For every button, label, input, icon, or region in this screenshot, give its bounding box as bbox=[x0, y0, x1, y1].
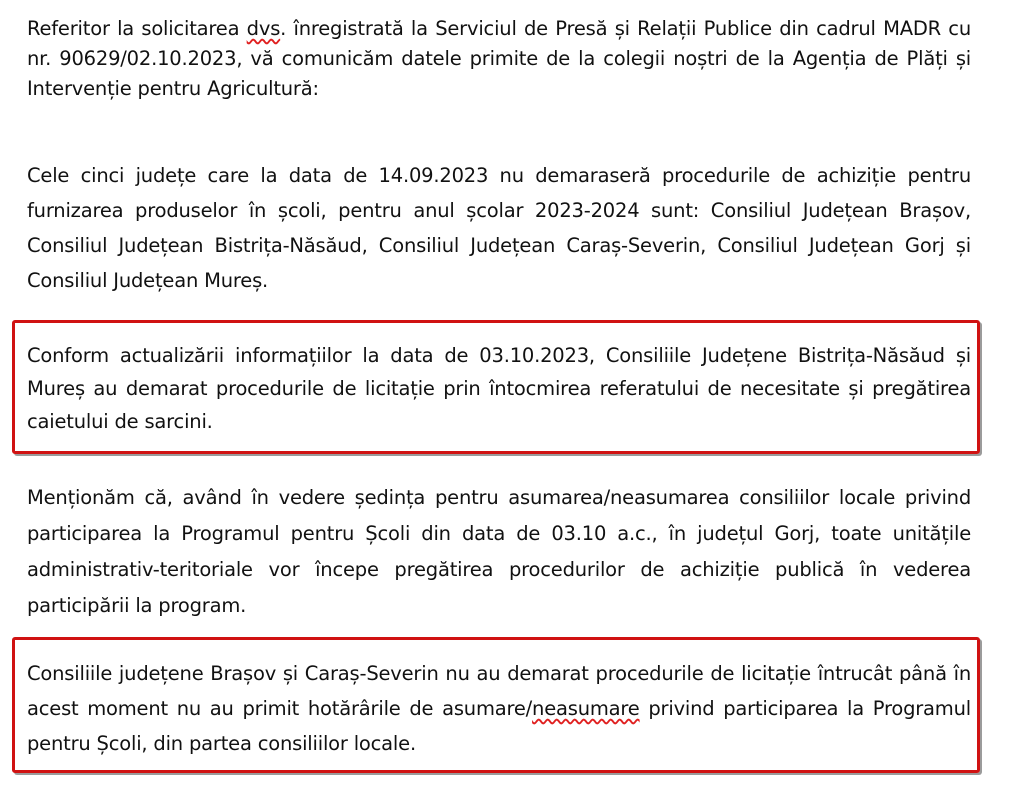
paragraph-five-counties: Cele cinci județe care la data de 14.09.2023 nu demaraseră procedurile de achiziție pentru furnizarea produselor în școli, pentru anul școlar 2023-2024 sunt: Consiliul Județean Brașov, Consiliul Județean Bistrița-Năsăud, Consiliul Județean Caraș-Severin, Consiliul Județean Gorj și Consiliul Județean Mureș. bbox=[27, 164, 971, 292]
paragraph-intro bbox=[27, 14, 971, 104]
spelling-flagged-word: dvs bbox=[246, 17, 281, 40]
brasov-text-end: privind participarea la Programul pentru Școli, din partea consiliilor locale. bbox=[27, 697, 971, 755]
paragraph-update: Conform actualizării informațiilor la data de 03.10.2023, Consiliile Județene Bistrița-Năsăud și Mureș au demarat procedurile de licitație prin întocmirea referatului de necesitate și pregătirea caietului de sarcini. bbox=[27, 344, 971, 433]
intro-text-end: . înregistrată la Serviciul de Presă și Relații Publice din cadrul MADR cu nr. 90629/02.10.2023, vă comunicăm datele primite de la colegii noștri de la Agenția de Plăți și Intervenție pentru Agricultură: bbox=[27, 17, 971, 100]
spelling-flagged-word: neasumare bbox=[532, 697, 640, 720]
paragraph-gorj-note: Menționăm că, având în vedere ședința pentru asumarea/neasumarea consiliilor locale privind participarea la Programul pentru Școli din data de 03.10 a.c., în județul Gorj, toate unitățile administrativ-teritoriale vor începe pregătirea procedurilor de achiziție publică în vederea participării la program. bbox=[27, 486, 971, 617]
brasov-text-start: Consiliile județene Brașov și Caraș-Severin nu au demarat procedurile de licitație întrucât până în acest moment nu au primit hotărârile de asumare/ bbox=[27, 662, 971, 720]
intro-text-start: Referitor la solicitarea bbox=[27, 17, 247, 40]
paragraph-brasov-caras bbox=[27, 656, 971, 761]
